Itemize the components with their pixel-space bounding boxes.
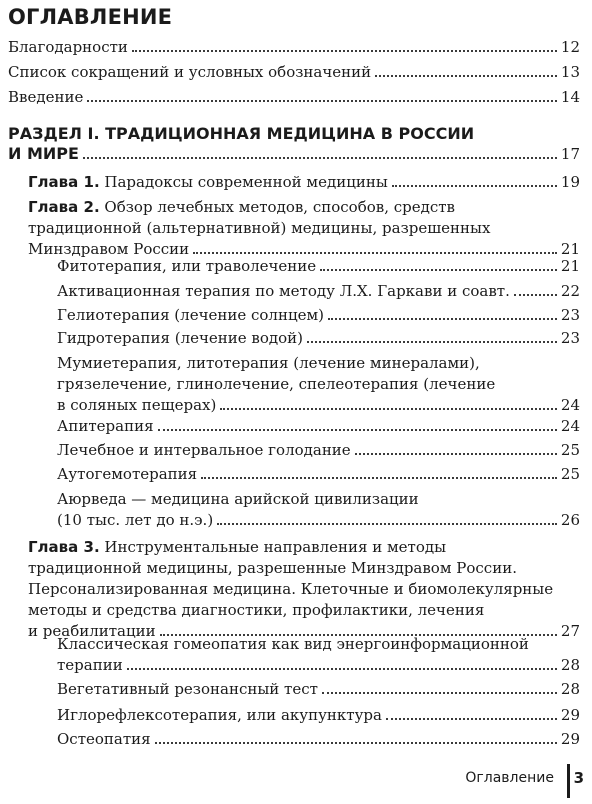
dot-leader	[375, 75, 557, 77]
toc-item[interactable]	[57, 416, 580, 437]
entry-text-line: (10 тыс. лет до н.э.)	[57, 511, 214, 529]
dot-leader	[320, 269, 557, 271]
page-number: 26	[560, 511, 580, 529]
entry-text: Список сокращений и условных обозначений	[8, 63, 372, 81]
toc-item[interactable]	[57, 353, 580, 416]
toc-entry-abbreviations[interactable]	[8, 62, 580, 83]
chapter-label: Глава 3.	[28, 538, 100, 556]
toc-item[interactable]	[57, 679, 580, 700]
toc-chapter-3[interactable]	[28, 537, 580, 642]
dot-leader	[201, 477, 557, 479]
chapter-title-line: традиционной медицины, разрешенные Минздравом России.	[28, 559, 517, 577]
entry-text: Остеопатия	[57, 730, 151, 748]
toc-item[interactable]	[57, 328, 580, 349]
entry-text: Апитерапия	[57, 417, 154, 435]
toc-item[interactable]	[57, 634, 580, 676]
entry-text: Гидротерапия (лечение водой)	[57, 329, 304, 347]
dot-leader	[127, 668, 557, 670]
toc-item[interactable]	[57, 705, 580, 726]
page-number: 19	[560, 173, 580, 191]
page-number-footer: 3	[573, 769, 584, 787]
page-number: 21	[560, 257, 580, 275]
toc-item[interactable]	[57, 729, 580, 750]
entry-text: Фитотерапия, или траволечение	[57, 257, 317, 275]
chapter-title-line: и реабилитации	[28, 622, 156, 640]
footer-divider	[567, 764, 570, 798]
chapter-label: Глава 2.	[28, 198, 100, 216]
page-number: 23	[560, 329, 580, 347]
page-number: 29	[560, 730, 580, 748]
toc-item[interactable]	[57, 281, 580, 302]
page-number: 22	[560, 282, 580, 300]
page-number: 25	[560, 441, 580, 459]
chapter-title: Парадоксы современной медицины	[99, 173, 388, 191]
entry-text: Благодарности	[8, 38, 128, 56]
dot-leader	[155, 742, 557, 744]
page-number: 25	[560, 465, 580, 483]
section-heading-line: РАЗДЕЛ I. ТРАДИЦИОННАЯ МЕДИЦИНА В РОССИИ	[8, 124, 475, 143]
page-number: 28	[560, 656, 580, 674]
chapter-label: Глава 1.	[28, 173, 100, 191]
entry-text: Лечебное и интервальное голодание	[57, 441, 351, 459]
page-footer	[0, 762, 592, 796]
page-number: 14	[560, 88, 580, 106]
entry-text-line: Аюрведа — медицина арийской цивилизации	[57, 490, 419, 508]
toc-section-1[interactable]	[8, 124, 580, 164]
running-footer-label: Оглавление	[465, 770, 554, 786]
entry-text: Введение	[8, 88, 84, 106]
dot-leader	[514, 294, 557, 296]
toc-item[interactable]	[57, 305, 580, 326]
entry-text: Иглорефлексотерапия, или акупунктура	[57, 706, 382, 724]
chapter-title-line: Персонализированная медицина. Клеточные и биомолекулярные	[28, 580, 554, 598]
dot-leader	[193, 252, 557, 254]
page-number: 29	[560, 706, 580, 724]
entry-text-line: грязелечение, глинолечение, спелеотерапия (лечение	[57, 375, 496, 393]
toc-entry-introduction[interactable]	[8, 87, 580, 108]
entry-text: Вегетативный резонансный тест	[57, 680, 318, 698]
toc-chapter-2[interactable]	[28, 197, 580, 260]
page-number: 23	[560, 306, 580, 324]
entry-text-line: Мумиетерапия, литотерапия (лечение минералами),	[57, 354, 480, 372]
dot-leader	[158, 429, 557, 431]
page-title: ОГЛАВЛЕНИЕ	[8, 5, 173, 29]
toc-item[interactable]	[57, 489, 580, 531]
dot-leader	[392, 185, 557, 187]
toc-item[interactable]	[57, 440, 580, 461]
entry-text-line: Классическая гомеопатия как вид энергоинформационной	[57, 635, 529, 653]
chapter-title-line: Инструментальные направления и методы	[99, 538, 447, 556]
dot-leader	[132, 50, 557, 52]
chapter-title-line: Минздравом России	[28, 240, 190, 258]
entry-text: Гелиотерапия (лечение солнцем)	[57, 306, 325, 324]
page-number: 24	[560, 417, 580, 435]
toc-item[interactable]	[57, 464, 580, 485]
section-heading-line: И МИРЕ	[8, 144, 79, 163]
dot-leader	[322, 692, 557, 694]
dot-leader	[217, 523, 557, 525]
dot-leader	[87, 100, 557, 102]
dot-leader	[83, 157, 557, 159]
page-number: 21	[560, 240, 580, 258]
chapter-title-line: традиционной (альтернативной) медицины, разрешенных	[28, 219, 491, 237]
page-number: 28	[560, 680, 580, 698]
entry-text-line: терапии	[57, 656, 123, 674]
chapter-title-line: методы и средства диагностики, профилактики, лечения	[28, 601, 485, 619]
dot-leader	[220, 408, 557, 410]
toc-entry-acknowledgements[interactable]	[8, 37, 580, 58]
dot-leader	[328, 318, 557, 320]
page-number: 12	[560, 38, 580, 56]
toc-chapter-1[interactable]	[28, 172, 580, 193]
page-number: 27	[560, 622, 580, 640]
entry-text: Активационная терапия по методу Л.Х. Гаркави и соавт.	[57, 282, 510, 300]
toc-item[interactable]	[57, 256, 580, 277]
page-number: 17	[560, 145, 580, 163]
dot-leader	[386, 718, 557, 720]
entry-text: Аутогемотерапия	[57, 465, 198, 483]
entry-text-line: в соляных пещерах)	[57, 396, 217, 414]
page-number: 24	[560, 396, 580, 414]
dot-leader	[355, 453, 557, 455]
chapter-title-line: Обзор лечебных методов, способов, средств	[99, 198, 455, 216]
dot-leader	[307, 341, 557, 343]
page-number: 13	[560, 63, 580, 81]
